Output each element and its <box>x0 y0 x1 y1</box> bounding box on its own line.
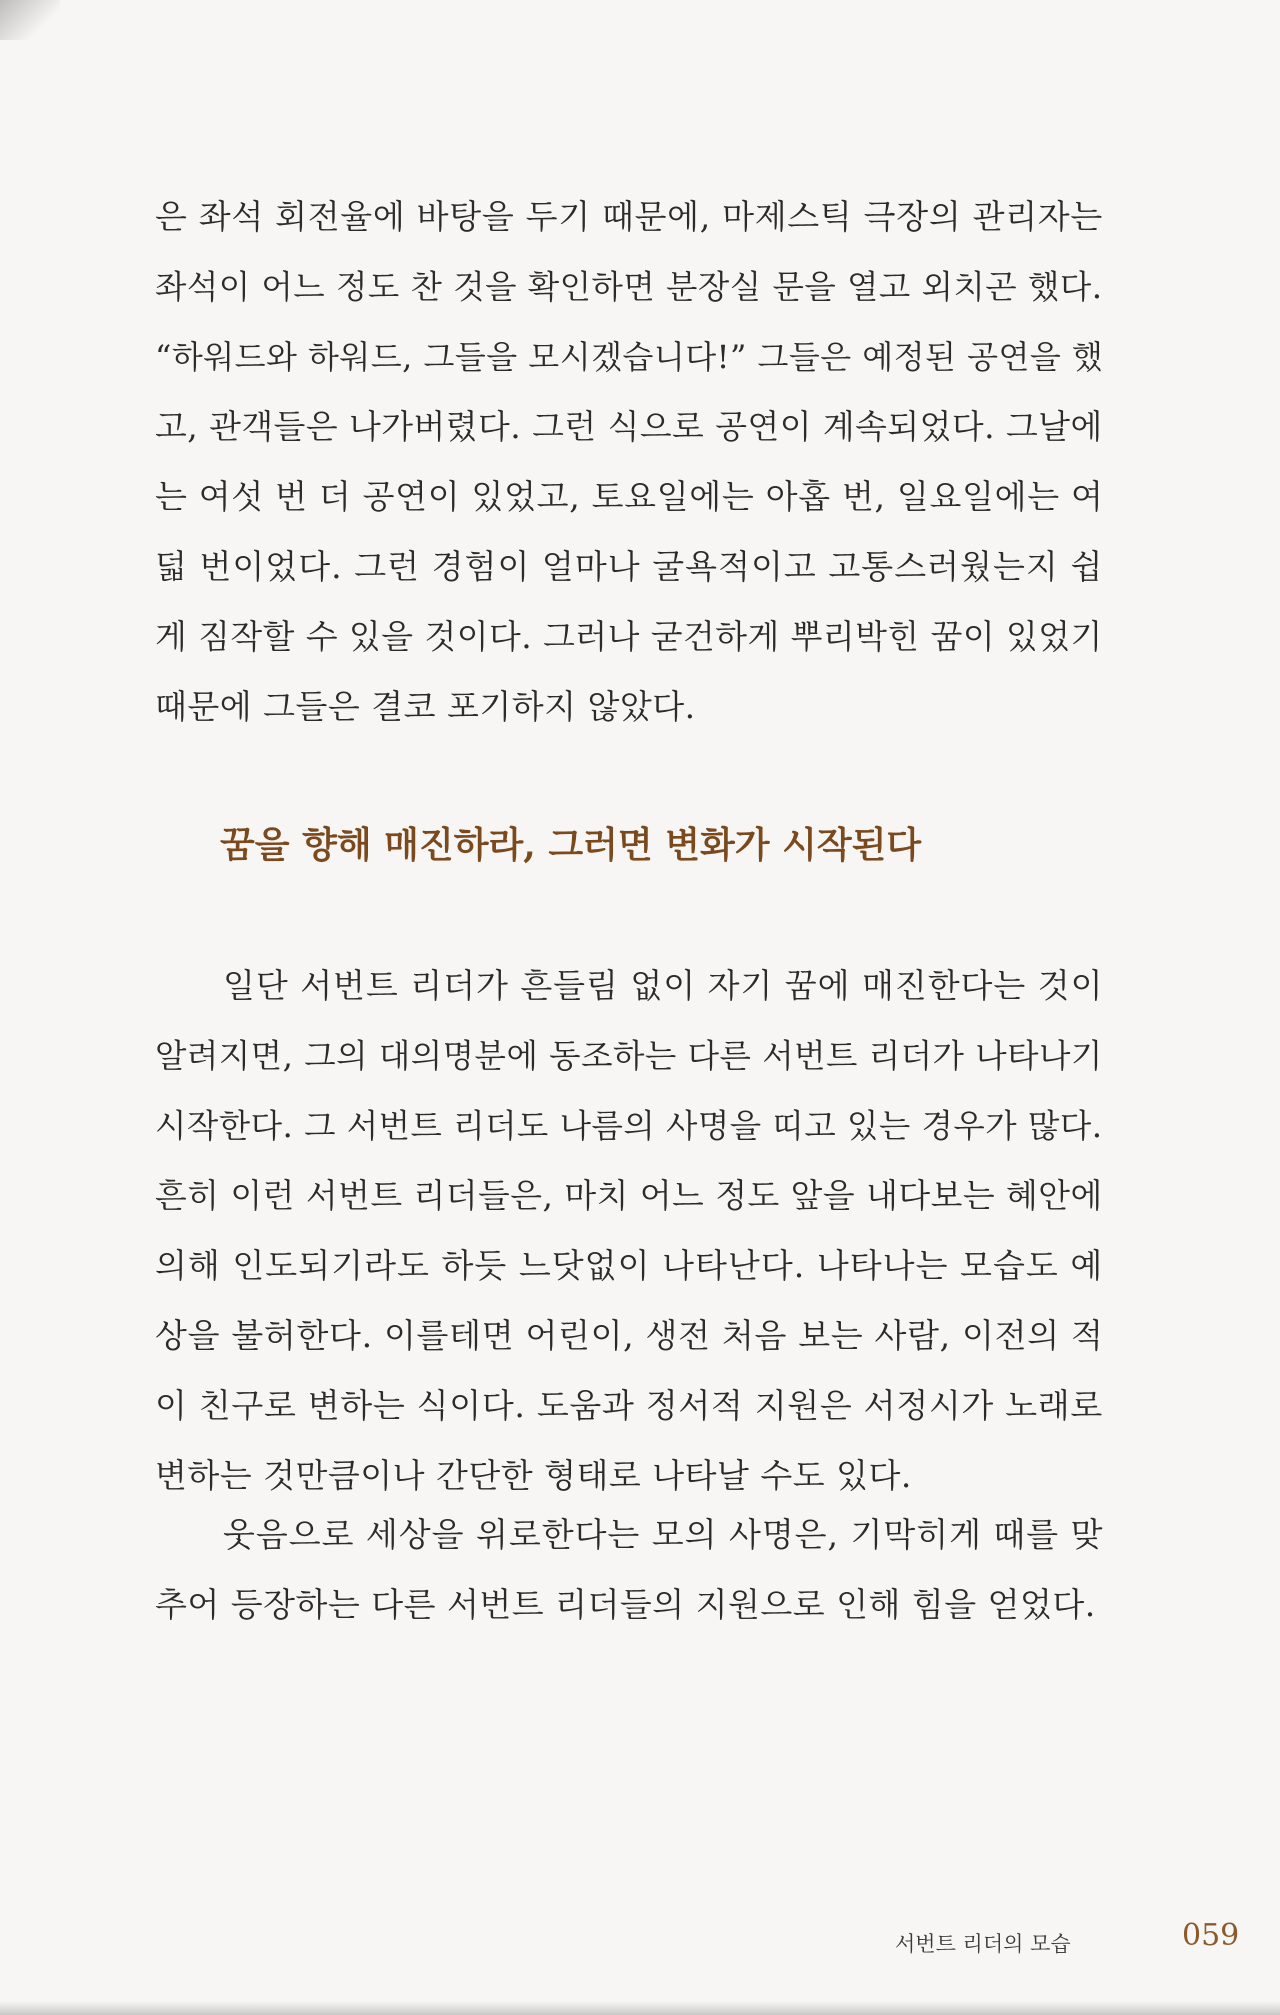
text-line: 흔히 이런 서번트 리더들은, 마치 어느 정도 앞을 내다보는 혜안에 <box>155 1176 1103 1215</box>
text-line: 좌석이 어느 정도 찬 것을 확인하면 분장실 문을 열고 외치곤 했다. <box>155 268 1103 306</box>
text-line: 일단 서번트 리더가 흔들림 없이 자기 꿈에 매진한다는 것이 <box>223 966 1104 1005</box>
text-line: 시작한다. 그 서번트 리더도 나름의 사명을 띠고 있는 경우가 많다. <box>155 1107 1103 1145</box>
text-line: 은 좌석 회전율에 바탕을 두기 때문에, 마제스틱 극장의 관리자는 <box>155 197 1103 236</box>
text-line: 추어 등장하는 다른 서번트 리더들의 지원으로 인해 힘을 얻었다. <box>155 1585 1096 1624</box>
text-line: 게 짐작할 수 있을 것이다. 그러나 굳건하게 뿌리박힌 꿈이 있었기 <box>155 617 1103 656</box>
text-line: 이 친구로 변하는 식이다. 도움과 정서적 지원은 서정시가 노래로 <box>155 1386 1103 1425</box>
page-corner-shadow <box>0 0 60 40</box>
text-line: 덟 번이었다. 그런 경험이 얼마나 굴욕적이고 고통스러웠는지 쉽 <box>155 547 1104 586</box>
paragraph-3 <box>155 1500 1103 1640</box>
text-line: 웃음으로 세상을 위로한다는 모의 사명은, 기막히게 때를 맞 <box>223 1515 1104 1554</box>
text-line: 알려지면, 그의 대의명분에 동조하는 다른 서번트 리더가 나타나기 <box>155 1037 1103 1075</box>
text-line: 고, 관객들은 나가버렸다. 그런 식으로 공연이 계속되었다. 그날에 <box>155 407 1103 446</box>
text-line: “하워드와 하워드, 그들을 모시겠습니다!” 그들은 예정된 공연을 했 <box>155 338 1104 376</box>
text-line: 는 여섯 번 더 공연이 있었고, 토요일에는 아홉 번, 일요일에는 여 <box>155 477 1104 516</box>
text-line: 때문에 그들은 결코 포기하지 않았다. <box>155 687 696 726</box>
text-line: 상을 불허한다. 이를테면 어린이, 생전 처음 보는 사람, 이전의 적 <box>155 1316 1104 1355</box>
paragraph-2 <box>155 951 1103 1511</box>
page-number: 059 <box>1182 1918 1240 1953</box>
text-line: 의해 인도되기라도 하듯 느닷없이 나타난다. 나타나는 모습도 예 <box>155 1246 1104 1285</box>
running-footer-title: 서번트 리더의 모습 <box>895 1932 1071 1956</box>
page-bottom-shadow <box>0 2001 1280 2015</box>
text-line: 변하는 것만큼이나 간단한 형태로 나타날 수도 있다. <box>155 1456 912 1495</box>
section-heading: 꿈을 향해 매진하라, 그러면 변화가 시작된다 <box>220 824 922 866</box>
paragraph-1 <box>155 182 1103 742</box>
